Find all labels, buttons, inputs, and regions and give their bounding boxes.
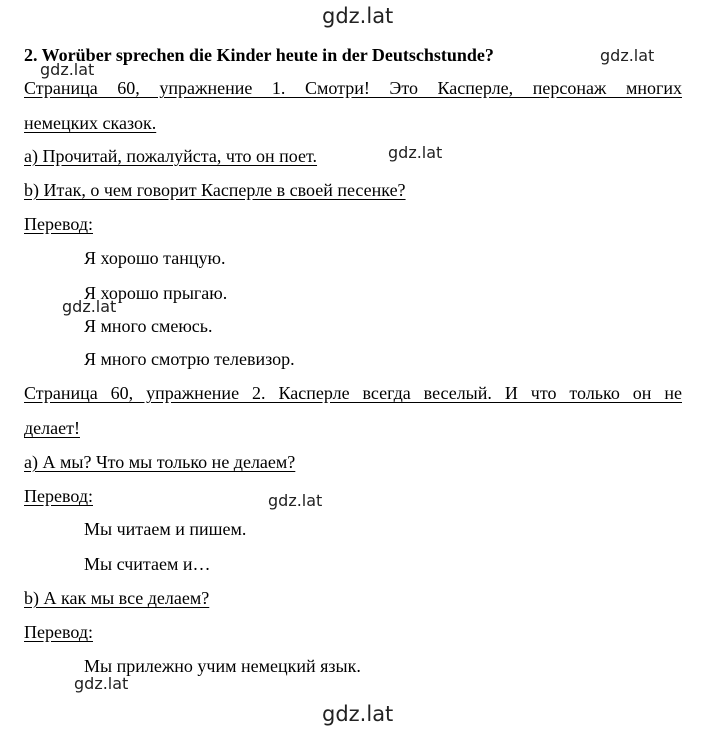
song-line: Я много смотрю телевизор. bbox=[84, 349, 295, 369]
ex2-b-translation-line: Мы прилежно учим немецкий язык. bbox=[84, 656, 361, 676]
watermark: gdz.lat bbox=[74, 674, 129, 693]
watermark-bottom: gdz.lat bbox=[322, 702, 394, 726]
ex2-a-translation-line: Мы читаем и пишем. bbox=[84, 519, 247, 539]
ex1-task-b: b) Итак, о чем говорит Касперле в своей песенке? bbox=[24, 180, 406, 200]
ex1-intro-line-1: Страница 60, упражнение 1. Смотри! Это Касперле, персонаж многих bbox=[24, 78, 682, 98]
ex2-a-translation-line: Мы считаем и… bbox=[84, 554, 211, 574]
translation-label-2: Перевод: bbox=[24, 486, 93, 506]
watermark: gdz.lat bbox=[62, 297, 117, 316]
watermark: gdz.lat bbox=[600, 46, 655, 65]
ex1-task-a: a) Прочитай, пожалуйста, что он поет. bbox=[24, 146, 318, 166]
ex2-task-a: a) А мы? Что мы только не делаем? bbox=[24, 452, 296, 472]
watermark: gdz.lat bbox=[388, 143, 443, 162]
ex2-intro-line-1: Страница 60, упражнение 2. Касперле всегда веселый. И что только он не bbox=[24, 383, 682, 403]
exercise-heading: 2. Worüber sprechen die Kinder heute in der Deutschstunde? bbox=[24, 45, 494, 65]
translation-label-3: Перевод: bbox=[24, 622, 93, 642]
watermark-top: gdz.lat bbox=[322, 4, 394, 28]
watermark: gdz.lat bbox=[268, 491, 323, 510]
song-line: Я хорошо прыгаю. bbox=[84, 283, 228, 303]
song-line: Я хорошо танцую. bbox=[84, 248, 226, 268]
translation-label-1: Перевод: bbox=[24, 214, 93, 234]
watermark: gdz.lat bbox=[40, 60, 95, 79]
ex2-intro-line-2: делает! bbox=[24, 418, 80, 438]
ex2-task-b: b) А как мы все делаем? bbox=[24, 588, 210, 608]
ex1-intro-line-2: немецких сказок. bbox=[24, 113, 157, 133]
song-line: Я много смеюсь. bbox=[84, 316, 213, 336]
